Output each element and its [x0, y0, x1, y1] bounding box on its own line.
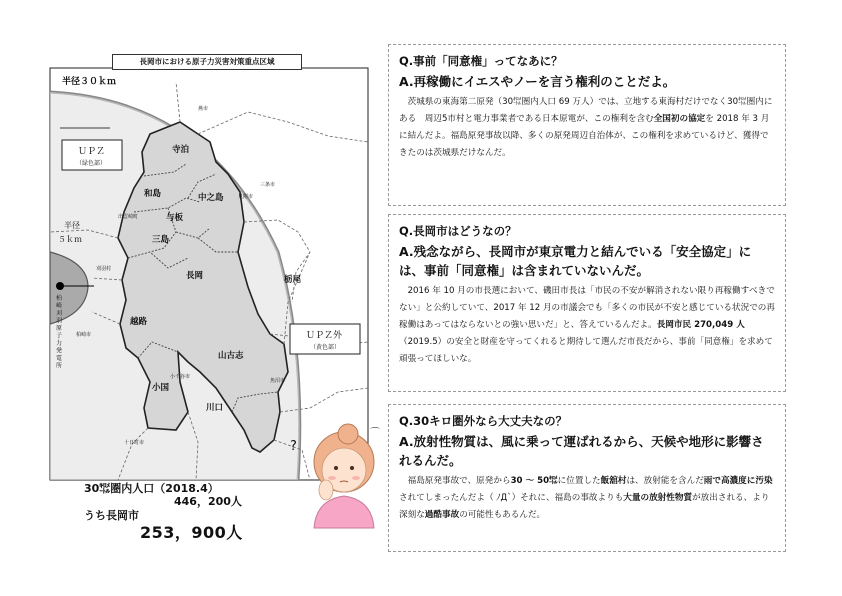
district-label: 三島	[152, 235, 170, 245]
body-text-run: が放出される、より深刻な	[399, 493, 770, 520]
town-label: 燕市	[198, 106, 209, 112]
body-text-run: の可能性もあるんだ。	[459, 510, 546, 520]
plant-label-char: 羽	[56, 317, 63, 325]
girl-shirt	[314, 496, 374, 528]
plant-label-char: 発	[56, 347, 63, 355]
radius-5km-label: 半径	[64, 221, 80, 230]
qa-panel-nagaoka	[388, 214, 786, 392]
plant-label-char: 崎	[56, 302, 63, 310]
question-mark: ?	[290, 439, 297, 454]
body-text-run: を 2018 年 3 月に結んだよ。福島原発事故以降、多くの原発周辺自治体が、この権利を求めているけど、獲得できたのは茨城県だけなんだ。	[399, 114, 770, 158]
map-area	[48, 52, 370, 482]
town-label: 三条市	[260, 182, 276, 188]
body-text-run: 長岡市民 270,049 人	[656, 320, 745, 330]
body-text-run: 30 ～ 50㌖	[510, 476, 558, 486]
upz-outside-sublabel: （黄色部）	[310, 344, 341, 351]
girl-illustration	[300, 420, 384, 530]
district-label: 川口	[206, 403, 224, 413]
body-text-run: （2019.5）の安全と財産を守ってくれると期待して選んだ市長だから、事前「同意権」を求めて頑張ってほしいな。	[399, 337, 773, 364]
body-text-run: 茨城県の東海第二原発（30㌖圏内人口 69 万人）では、立地する東海村だけでなく30㌖圏内にある 周辺5市村と電力事業者である日本原電が、この権利を含む	[399, 97, 773, 124]
upz-inside-sublabel: （緑色部）	[76, 160, 107, 167]
population-value: 446，200人	[174, 495, 242, 508]
question-2: Q.長岡市はどうなの？	[399, 224, 517, 238]
town-label: 十日町市	[124, 440, 145, 446]
body-text-run: 全国初の協定	[653, 114, 706, 124]
answer-3: A.放射性物質は、風に乗って運ばれるから、天候や地形に影響されるんだ。	[399, 434, 764, 468]
nagaoka-population-value: 253，900人	[140, 523, 243, 542]
body-1	[399, 94, 775, 162]
girl-hair-bun	[338, 424, 358, 444]
upz-outside-label: ＵＰＺ外	[306, 331, 343, 341]
district-label: 与板	[166, 213, 184, 223]
body-text-run: 2016 年 10 月の市長選において、磯田市長は「市民の不安が解消されない限り再稼働すべきでない」と公約していて、2017 年 12 月の市議会でも「多くの市民が不安と感じている状況での再稼働はあってはならないとの強い思いだ」と、答えているんだよ。	[399, 286, 775, 330]
question-3: Q.30キロ圏外なら大丈夫なの？	[399, 414, 568, 428]
body-text-run: 飯舘村	[600, 476, 627, 486]
plant-label-char: 所	[56, 362, 63, 370]
plant-label-char: 子	[56, 332, 63, 340]
plant-label-char: 刈	[56, 310, 63, 317]
plant-label-char: 力	[56, 340, 63, 347]
district-label: 山古志	[218, 351, 244, 361]
town-label: 柏崎市	[76, 332, 92, 338]
girl-eye-right	[350, 466, 354, 470]
plant-label-char: 原	[56, 325, 63, 332]
map-title: 長岡市における原子力災害対策重点区域	[112, 54, 302, 70]
nagaoka-map	[48, 52, 370, 482]
district-label: 寺泊	[172, 145, 190, 155]
district-label: 和島	[144, 189, 162, 199]
qa-panel-consent	[388, 44, 786, 206]
town-label: 出雲崎町	[118, 214, 139, 220]
body-text-run: 大量の放射性物質	[623, 493, 693, 503]
radius-30km-label: 半径３０ｋｍ	[62, 77, 117, 87]
district-label: 中之島	[198, 193, 224, 203]
nagaoka-label: うち長岡市	[84, 509, 139, 522]
girl-eye-left	[334, 466, 338, 470]
plant-label-char: 柏	[56, 295, 63, 302]
girl-hand	[319, 480, 333, 500]
answer-1: A.再稼働にイエスやノーを言う権利のことだよ。	[399, 74, 676, 89]
district-label: 栃尾	[284, 275, 302, 285]
qa-panel-outside-30km	[388, 404, 786, 552]
svg-text:⌒: ⌒	[370, 428, 380, 439]
body-text-run: 雨で高濃度に汚染	[703, 476, 773, 486]
district-label: 小国	[152, 383, 170, 393]
body-text-run: 福島原発事故で、原発から	[407, 476, 511, 486]
plant-label-char: 電	[56, 355, 63, 362]
radius-5km-label: ５ｋｍ	[58, 235, 82, 244]
population-label: 30㌖圏内人口（2018.4）	[84, 482, 219, 495]
question-1: Q.事前「同意権」ってなあに？	[399, 54, 563, 68]
body-text-run: されてしまったんだよ（ ﾉД`）それに、福島の事故よりも	[399, 493, 624, 503]
body-3	[399, 473, 775, 524]
answer-2: A.残念ながら、長岡市が東京電力と結んでいる「安全協定」には、事前「同意権」は含まれていないんだ。	[399, 244, 752, 278]
upz-inside-label: ＵＰＺ	[78, 147, 106, 157]
body-2	[399, 283, 775, 368]
town-label: 小千谷市	[170, 374, 191, 380]
district-label: 越路	[130, 317, 148, 327]
district-label: 長岡	[186, 271, 204, 281]
town-label: 魚沼市	[270, 378, 286, 384]
body-text-run: は、放射能を含んだ	[626, 476, 704, 486]
town-label: 刈羽村	[96, 266, 112, 272]
town-label: 見附市	[238, 194, 254, 200]
body-text-run: 過酷事故	[424, 510, 460, 520]
body-text-run: に位置した	[557, 476, 601, 486]
